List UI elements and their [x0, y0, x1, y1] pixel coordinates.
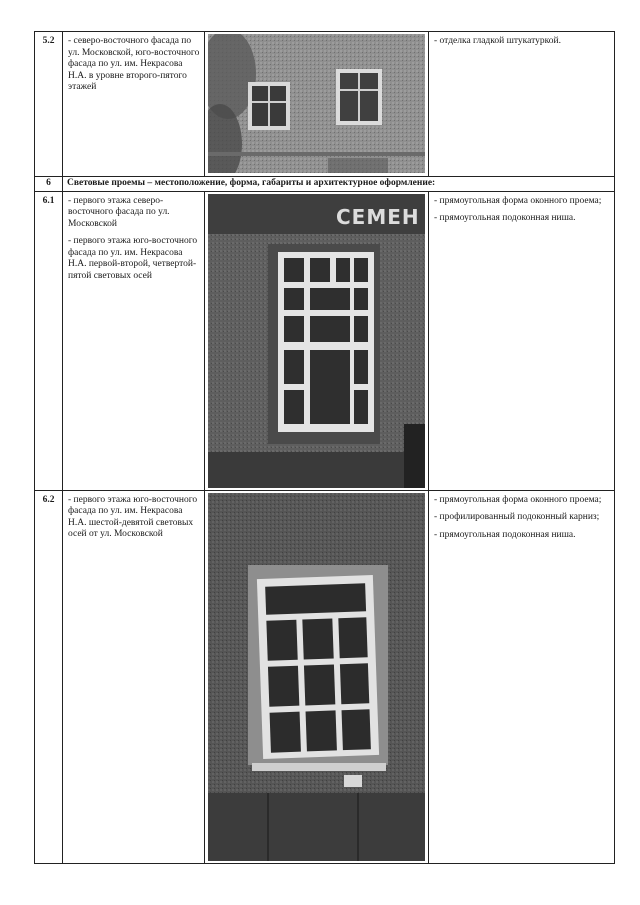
photo-cell: [205, 490, 429, 863]
location-text: - первого этажа юго-восточного фасада по ул. им. Некрасова Н.А. первой-второй, четвертой-пятой световых осей: [68, 236, 198, 281]
section-number: 6: [35, 177, 63, 192]
section-title: Световые проемы – местоположение, форма, габариты и архитектурное оформление:: [63, 177, 615, 192]
first-floor-window-image: [208, 493, 425, 861]
facade-photo: [208, 34, 425, 173]
location-cell: [63, 32, 205, 177]
feature-text: - прямоугольная форма оконного проема;: [434, 195, 602, 206]
first-floor-window-image: [208, 194, 425, 488]
feature-text: - профилированный подоконный карниз;: [434, 512, 600, 522]
section-header-row: [35, 177, 615, 192]
location-text: - первого этажа юго-восточного фасада по ул. им. Некрасова Н.А. шестой-девятой световых осей от ул. Московской: [68, 494, 198, 539]
storefront-sign: СЕМЕН: [336, 204, 420, 229]
window-photo: [208, 194, 425, 488]
feature-text: - прямоугольная подоконная ниша.: [434, 529, 576, 540]
feature-text: - отделка гладкой штукатуркой.: [434, 36, 561, 46]
monument-features-table: [34, 31, 615, 864]
location-text: - первого этажа северо-восточного фасада по ул. Московской: [68, 195, 170, 229]
features-cell: [429, 191, 615, 490]
row-number: 5.2: [35, 32, 63, 177]
row-number: 6.1: [35, 191, 63, 490]
photo-cell: [205, 191, 429, 490]
window-photo: [208, 493, 425, 861]
features-cell: [429, 32, 615, 177]
feature-text: - прямоугольная подоконная ниша.: [434, 213, 576, 223]
location-text: - северо-восточного фасада по ул. Московской, юго-восточного фасада по ул. им. Некрасова Н.А. в уровне второго-пятого этажей: [68, 36, 200, 92]
table-row: [35, 32, 615, 177]
feature-text: - прямоугольная форма оконного проема;: [434, 494, 602, 505]
features-cell: [429, 490, 615, 863]
facade-plaster-image: [208, 34, 425, 173]
table-row: [35, 490, 615, 863]
row-number: 6.2: [35, 490, 63, 863]
location-cell: [63, 191, 205, 490]
location-cell: [63, 490, 205, 863]
photo-cell: [205, 32, 429, 177]
table-row: [35, 191, 615, 490]
